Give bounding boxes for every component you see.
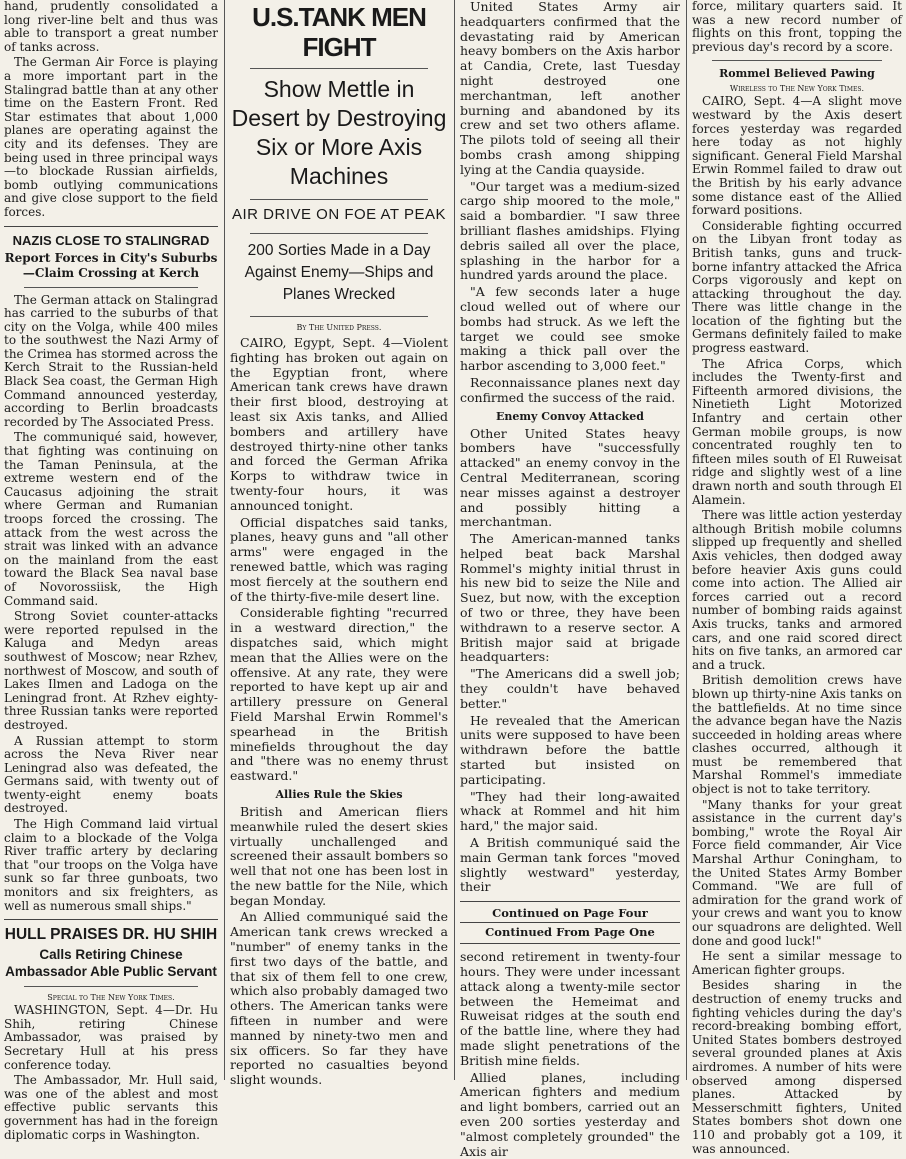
article-paragraph: CAIRO, Sept. 4—A slight move westward by the Axis desert forces yesterday was regarded here today as not highly significant. General Field Marshal Erwin Rommel failed to draw out the British by his early advance some distance east of the Allied forward positions. (692, 94, 902, 218)
article-paragraph: Strong Soviet counter-attacks were reported repulsed in the Kaluga and Medyn areas southwest of Moscow; near Rzhev, northwest of Moscow, and south of Lakes Ilmen and Ladoga on the Leningrad front. At Rzhev eighty-three Russian tanks were reported destroyed. (4, 609, 218, 732)
divider (24, 986, 198, 987)
article-paragraph: The communiqué said, however, that fighting was continuing on the Taman Peninsula, at the extreme western end of the Caucasus adjoining the strait where German and Rumanian troops forced the crossing. The attack from the west across the strait was linked with an advance on the mainland from the east toward the Black Sea naval base of Novorossiisk, the High Command said. (4, 430, 218, 608)
divider (250, 68, 428, 69)
article-paragraph: second retirement in twenty-four hours. They were under incessant attack along a twenty-mile sector between the Hemeimat and Ruweisat ridges at the south end of the battle line, where they had made slight penetrations of the British mine fields. (460, 949, 680, 1068)
article-paragraph: The High Command laid virtual claim to a blockade of the Volga River traffic artery by declaring that "our troops on the Volga have sunk so far three gunboats, two monitors and six freighters, as well as numerous small ships." (4, 817, 218, 913)
article-paragraph: The German attack on Stalingrad has carried to the suburbs of that city on the Volga, while 400 miles to the southwest the Nazi Army of the Crimea has stormed across the Kerch Strait to the Russian-held Black Sea coast, the German High Command announced yesterday, according to Berlin broadcasts recorded by The Associated Press. (4, 292, 218, 429)
divider (4, 226, 218, 227)
subhead: Enemy Convoy Attacked (496, 409, 644, 423)
article-paragraph: The Ambassador, Mr. Hull said, was one of the ablest and most effective public servants this government has had in the foreign diplomatic corps in Washington. (4, 1073, 218, 1142)
article-paragraph: A British communiqué said the main German tank forces "moved slightly westward" yesterday, their (460, 835, 680, 895)
byline: By The United Press. (296, 323, 382, 332)
column-rule (454, 0, 455, 1080)
headline-deck-3: 200 Sorties Made in a Day Against Enemy—Ships and Planes Wrecked (244, 242, 434, 303)
article-paragraph: Official dispatches said tanks, planes, heavy guns and "all other arms" were engaged in the renewed battle, which was raging most fiercely at the southern end of the thirty-five-mile desert line. (230, 514, 448, 604)
article-paragraph: "Many thanks for your great assistance in the current day's bombing," wrote the Royal Air Force field commander, Air Vice Marshal Arthur Coningham, to the United States Army Bomber Command. "We are full of admiration for the grand work of your crews and want you to know our squadrons are delighted. Well done and good luck!" (692, 797, 902, 948)
divider (24, 287, 198, 288)
divider (250, 316, 428, 317)
article-paragraph: There was little action yesterday although British mobile columns slipped up frequently and shelled Axis vehicles, then dodged away before heavier Axis guns could come into action. The Allied air forces carried out a record number of bombing raids against Axis trucks, tanks and armored cars, and one raid scored direct hits on five tanks, an armored car and a truck. (692, 508, 902, 672)
headline-hull: HULL PRAISES DR. HU SHIH (4, 926, 218, 944)
column-rule (224, 0, 225, 1080)
headline-deck-1: Show Mettle in Desert by Destroying Six or More Axis Machines (231, 76, 447, 189)
dateline-credit: Wireless to The New York Times. (729, 84, 865, 94)
article-paragraph: Reconnaissance planes next day confirmed the success of the raid. (460, 374, 680, 405)
article-paragraph: "The Americans did a swell job; they couldn't have behaved better." (460, 666, 680, 711)
article-paragraph: The American-manned tanks helped beat back Marshal Rommel's mighty initial thrust in his new bid to seize the Nile and Suez, but now, with the exception of two or three, they have been withdrawn to a reserve sector. A British major said at brigade headquarters: (460, 531, 680, 665)
column-2 (226, 0, 452, 1088)
divider (4, 919, 218, 920)
article-paragraph: United States Army air headquarters confirmed that the devastating raid by American heavy bombers on the Axis harbor at Candia, Crete, last Tuesday night destroyed one merchantman, left another burning and abandoned by its crew and set two others aflame. The pilots told of seeing all their bombs crash among shipping lying at the Candia quayside. (460, 0, 680, 177)
article-paragraph: British and American fliers meanwhile ruled the desert skies virtually unchallenged and screened their assault bombers so well that not one has been lost in the new battle for the Nile, which began Monday. (230, 803, 448, 908)
article-paragraph: The Africa Corps, which includes the Twenty-first and Fifteenth armored divisions, the Ninetieth Light Motorized Infantry and certain other German mobile groups, is now concentrated roughly ten to fifteen miles south of El Ruweisat ridge and slightly west of a line drawn north and south through El Alamein. (692, 356, 902, 507)
headline-deck-2: AIR DRIVE ON FOE AT PEAK (232, 206, 446, 223)
article-paragraph: WASHINGTON, Sept. 4—Dr. Hu Shih, retiring Chinese Ambassador, was praised by Secretary Hull at his press conference today. (4, 1003, 218, 1072)
continuation-box (460, 901, 680, 944)
article-paragraph: Considerable fighting occurred on the Libyan front today as British tanks, guns and truck-borne infantry attacked the Africa Corps vigorously and kept on attacking throughout the day. There was little change in the location of the fighting but the Germans definitely failed to make progress eastward. (692, 218, 902, 356)
subhead: Allies Rule the Skies (275, 787, 403, 801)
article-paragraph: An Allied communiqué said the American tank crews wrecked a "number" of enemy tanks in the first two days of the battle, and that six of them fell to one crew, which also probably damaged two others. The American tanks were fifteen in number and were manned by ninety-two men and six officers. So far they have reported no casualties beyond slight wounds. (230, 909, 448, 1088)
column-rule (686, 0, 687, 1080)
article-paragraph: Other United States heavy bombers have "successfully attacked" an enemy convoy in the Central Mediterranean, scoring near misses against a destroyer and possibly hitting a merchantman. (460, 425, 680, 530)
deck-nazis: Report Forces in City's Suburbs —Claim Crossing at Kerch (4, 250, 218, 280)
article-paragraph: Besides sharing in the destruction of enemy trucks and fighting vehicles during the day's record-breaking bombing effort, United States bombers destroyed several grounded planes at Axis airdromes. A number of hits were observed among dispersed planes. Attacked by Messerschmitt fighters, United States bombers shot down one 110 and probably got a 109, it was announced. (692, 978, 902, 1156)
subhead: Rommel Believed Pawing (719, 67, 875, 81)
column-3 (456, 0, 684, 1159)
article-paragraph: hand, prudently consolidated a long river-line belt and thus was able to transport a great number of tanks across. (4, 0, 218, 54)
divider (250, 199, 428, 200)
article-paragraph: CAIRO, Egypt, Sept. 4—Violent fighting has broken out again on the Egyptian front, where American tank crews have drawn their first blood, destroying at least six Axis tanks, and Allied bombers and artillery have destroyed thirty-nine other tanks and forced the German Afrika Korps to withdraw twice in twenty-four hours, it was announced tonight. (230, 335, 448, 513)
column-4 (688, 0, 906, 1156)
article-paragraph: force, military quarters said. It was a new record number of flights on this front, topping the previous day's record by a score. (692, 0, 902, 54)
continued-from-label: Continued From Page One (485, 925, 655, 940)
headline-nazis: NAZIS CLOSE TO STALINGRAD (12, 232, 210, 248)
main-headline: U.S.TANK MEN FIGHT (252, 2, 426, 62)
article-paragraph: "Our target was a medium-sized cargo ship moored to the mole," said a bombardier. "I saw three brilliant flashes amidships. Flying debris sailed all over the place, splashing in the harbor for a hundred yards around the place. (460, 178, 680, 283)
divider (250, 233, 428, 234)
article-paragraph: A Russian attempt to storm across the Neva River near Leningrad also was defeated, the Germans said, with twenty out of twenty-eight enemy boats destroyed. (4, 733, 218, 816)
article-paragraph: British demolition crews have blown up thirty-nine Axis tanks on the battlefields. At no time since the advance began have the Nazis succeeded in holding areas where clashes occurred, although it must be remembered that Marshal Rommel's immediate object is not to take territory. (692, 673, 902, 797)
column-1 (0, 0, 222, 1142)
divider (712, 60, 882, 61)
article-paragraph: Allied planes, including American fighters and medium and light bombers, carried out an even 200 sorties yesterday and "almost completely grounded" the Axis air (460, 1069, 680, 1159)
article-paragraph: "They had their long-awaited whack at Rommel and hit him hard," the major said. (460, 788, 680, 834)
article-paragraph: The German Air Force is playing a more important part in the Stalingrad battle than at any other time on the Eastern Front. Red Star estimates that about 1,000 planes are operating against the city and its defenses. They are being used in three principal ways—to blockade Russian airfields, bomb outlying communications and give close support to the field forces. (4, 55, 218, 219)
article-paragraph: He revealed that the American units were supposed to have been withdrawn before the battle started but insisted on participating. (460, 712, 680, 787)
deck-hull: Calls Retiring Chinese Ambassador Able Public Servant (5, 947, 217, 980)
article-paragraph: Considerable fighting "recurred in a westward direction," the dispatches said, which might mean that the Allies were on the offensive. At any rate, they were reported to have kept up air and artillery pressure on General Field Marshal Erwin Rommel's spearhead in the British minefields throughout the day and "there was no enemy thrust eastward." (230, 605, 448, 784)
article-paragraph: He sent a similar message to American fighter groups. (692, 949, 902, 977)
article-paragraph: "A few seconds later a huge cloud welled out of where our bombs had struck. As we left the target we could see smoke making a thick pall over the harbor ascending to 3,000 feet." (460, 284, 680, 374)
continued-on-label: Continued on Page Four (492, 906, 648, 921)
dateline-credit: Special to The New York Times. (47, 993, 175, 1003)
